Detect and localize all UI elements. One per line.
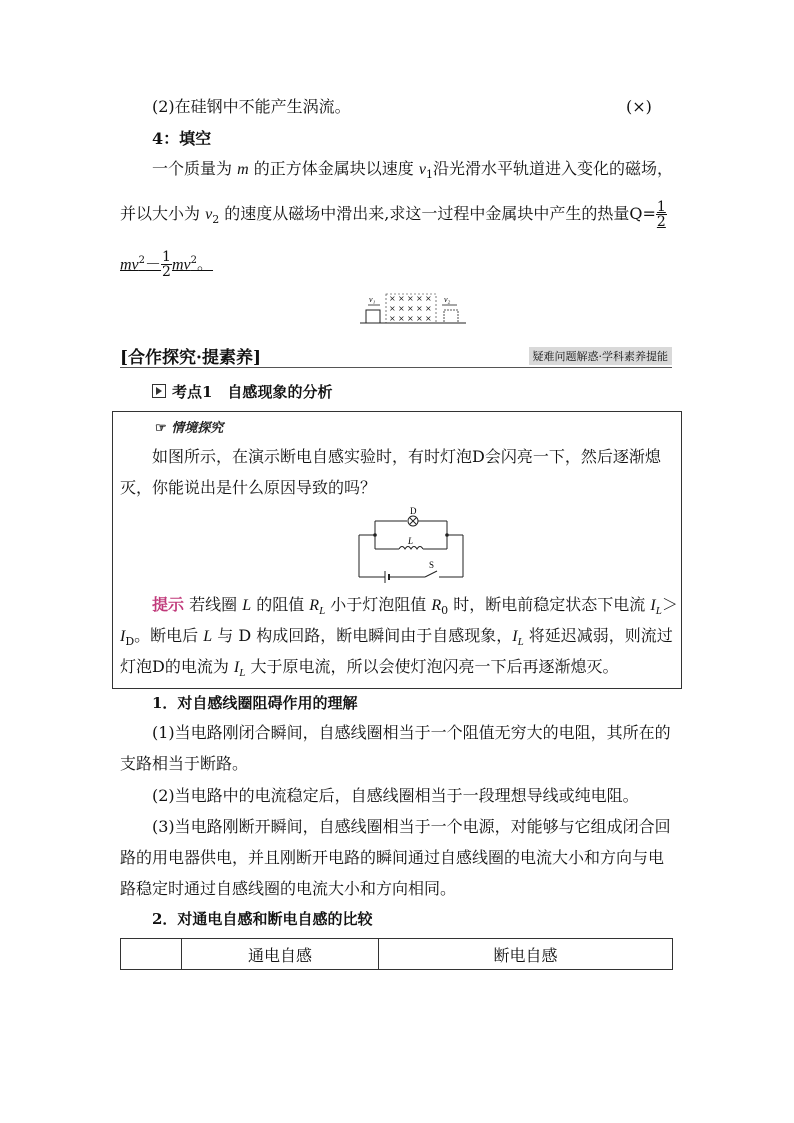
text: 并以大小为 bbox=[120, 204, 206, 223]
svg-text:×: × bbox=[425, 294, 432, 303]
figure-v1-label: v₁ bbox=[369, 295, 376, 304]
var-v1: v bbox=[418, 161, 426, 178]
scenario-question-2: 灭，你能说出是什么原因导致的吗？ bbox=[120, 478, 377, 497]
svg-text:×: × bbox=[416, 304, 423, 313]
numerator: 1 bbox=[162, 249, 171, 266]
sub: 1 bbox=[425, 168, 433, 182]
svg-text:×: × bbox=[407, 304, 414, 313]
text: 灯泡D的电流为 bbox=[120, 657, 234, 676]
scenario-tag-text: 情境探究 bbox=[171, 421, 224, 436]
hint-line-3 bbox=[120, 656, 618, 684]
section-rule bbox=[120, 367, 672, 368]
table-header-cell: 通电自感 bbox=[182, 939, 379, 970]
answer-mv1: mv bbox=[120, 256, 139, 274]
text: ＞ bbox=[661, 595, 678, 614]
svg-text:×: × bbox=[407, 314, 414, 323]
heading-1: 1．对自感线圈阻碍作用的理解 bbox=[152, 694, 358, 712]
circuit-diagram bbox=[355, 505, 467, 585]
heading-2: 2．对通电自感和断电自感的比较 bbox=[152, 910, 373, 928]
sub: 0 bbox=[441, 604, 449, 618]
text: 将延迟减弱，则流过 bbox=[523, 626, 673, 645]
svg-text:×: × bbox=[389, 294, 396, 303]
numerator: 1 bbox=[656, 199, 666, 215]
svg-text:×: × bbox=[425, 314, 432, 323]
sub: D bbox=[125, 635, 135, 649]
denominator: 2 bbox=[656, 214, 666, 230]
svg-text:×: × bbox=[398, 314, 405, 323]
text: 。断电后 bbox=[134, 626, 204, 645]
text: 的正方体金属块以速度 bbox=[248, 159, 419, 178]
svg-text:×: × bbox=[416, 314, 423, 323]
para-3c: 路稳定时通过自感线圈的电流大小和方向相同。 bbox=[120, 879, 457, 898]
answer-line bbox=[120, 250, 213, 279]
var-L: L bbox=[242, 597, 252, 614]
sub: L bbox=[655, 605, 662, 618]
para-1a: (1)当电路刚闭合瞬间，自感线圈相当于一个阻值无穷大的电阻，其所在的 bbox=[152, 723, 671, 742]
lamp-label: D bbox=[410, 506, 417, 516]
sub: L bbox=[319, 605, 326, 618]
text: 沿光滑水平轨道进入变化的磁场， bbox=[432, 159, 673, 178]
svg-text:×: × bbox=[389, 314, 396, 323]
question-4-line-2 bbox=[120, 200, 667, 231]
text: 时，断电前稳定状态下电流 bbox=[448, 595, 651, 614]
switch-label: S bbox=[429, 560, 435, 570]
comparison-table bbox=[120, 938, 673, 970]
svg-text:×: × bbox=[398, 294, 405, 303]
text: 的阻值 bbox=[251, 595, 310, 614]
answer-fraction bbox=[656, 200, 667, 229]
scenario-question-1: 如图所示，在演示断电自感实验时，有时灯泡D会闪亮一下，然后逐渐熄 bbox=[152, 447, 661, 466]
field-crosses bbox=[389, 294, 432, 323]
section-header bbox=[120, 343, 672, 368]
hint-label: 提示 bbox=[152, 595, 185, 614]
svg-text:×: × bbox=[389, 304, 396, 313]
section-title: [合作探究·提素养] bbox=[120, 348, 262, 368]
var-m: m bbox=[237, 161, 249, 178]
table-row bbox=[121, 939, 673, 970]
var-I: I bbox=[120, 628, 126, 645]
para-3a: (3)当电路刚断开瞬间，自感线圈相当于一个电源，对能够与它组成闭合回 bbox=[152, 817, 671, 836]
minus: － bbox=[145, 254, 162, 274]
judgment-item-2 bbox=[152, 96, 351, 118]
sup: 2 bbox=[138, 255, 146, 266]
denominator: 2 bbox=[162, 264, 171, 281]
hands-icon: ☞ bbox=[155, 421, 167, 436]
play-triangle-icon bbox=[152, 384, 166, 398]
svg-text:×: × bbox=[407, 294, 414, 303]
text: 的速度从磁场中滑出来,求这一过程中金属块中产生的热量Q= bbox=[219, 204, 656, 223]
table-header-cell: 断电自感 bbox=[379, 939, 673, 970]
point-title-text: 考点1 自感现象的分析 bbox=[172, 383, 333, 401]
scenario-tag bbox=[155, 417, 223, 436]
text: 一个质量为 bbox=[152, 159, 238, 178]
svg-text:×: × bbox=[416, 294, 423, 303]
section-tag: 疑难问题解惑·学科素养提能 bbox=[529, 347, 673, 365]
judgment-text: (2)在硅钢中不能产生涡流。 bbox=[152, 97, 351, 116]
answer-fraction-2 bbox=[161, 250, 172, 279]
period: 。 bbox=[197, 254, 214, 274]
magnetic-field-figure bbox=[360, 292, 466, 326]
var-I: I bbox=[650, 597, 656, 614]
text: 大于原电流，所以会使灯泡闪亮一下后再逐渐熄灭。 bbox=[245, 657, 619, 676]
para-1b: 支路相当于断路。 bbox=[120, 754, 249, 773]
question-4-line-1 bbox=[152, 158, 673, 186]
hint-line-2 bbox=[120, 625, 673, 653]
para-2: (2)当电路中的电流稳定后，自感线圈相当于一段理想导线或纯电阻。 bbox=[152, 786, 639, 805]
var-I: I bbox=[512, 628, 518, 645]
table-header-cell bbox=[121, 939, 182, 970]
svg-text:×: × bbox=[398, 304, 405, 313]
question-4-title: 4：填空 bbox=[152, 129, 212, 148]
var-I: I bbox=[233, 659, 240, 676]
svg-text:×: × bbox=[425, 304, 432, 313]
hint-line-1 bbox=[152, 594, 678, 622]
point-title bbox=[152, 381, 332, 403]
figure-v2-label: v₂ bbox=[444, 295, 451, 304]
sub: L bbox=[239, 667, 246, 680]
judgment-mark: (×) bbox=[626, 97, 652, 116]
answer-mv2: mv bbox=[171, 256, 191, 274]
var-v2: v bbox=[205, 206, 213, 223]
sub: 2 bbox=[212, 213, 220, 227]
text: 与 D 构成回路，断电瞬间由于自感现象， bbox=[212, 626, 513, 645]
sub: L bbox=[517, 636, 524, 649]
var-R0: R bbox=[431, 597, 442, 614]
var-R: R bbox=[309, 597, 320, 614]
sup: 2 bbox=[190, 255, 197, 266]
para-3b: 路的用电器供电，并且刚断开电路的瞬间通过自感线圈的电流大小和方向与电 bbox=[120, 848, 665, 867]
var-L: L bbox=[203, 628, 213, 645]
coil-label: L bbox=[408, 536, 414, 546]
text: 小于灯泡阻值 bbox=[325, 595, 432, 614]
text: 若线圈 bbox=[184, 595, 243, 614]
